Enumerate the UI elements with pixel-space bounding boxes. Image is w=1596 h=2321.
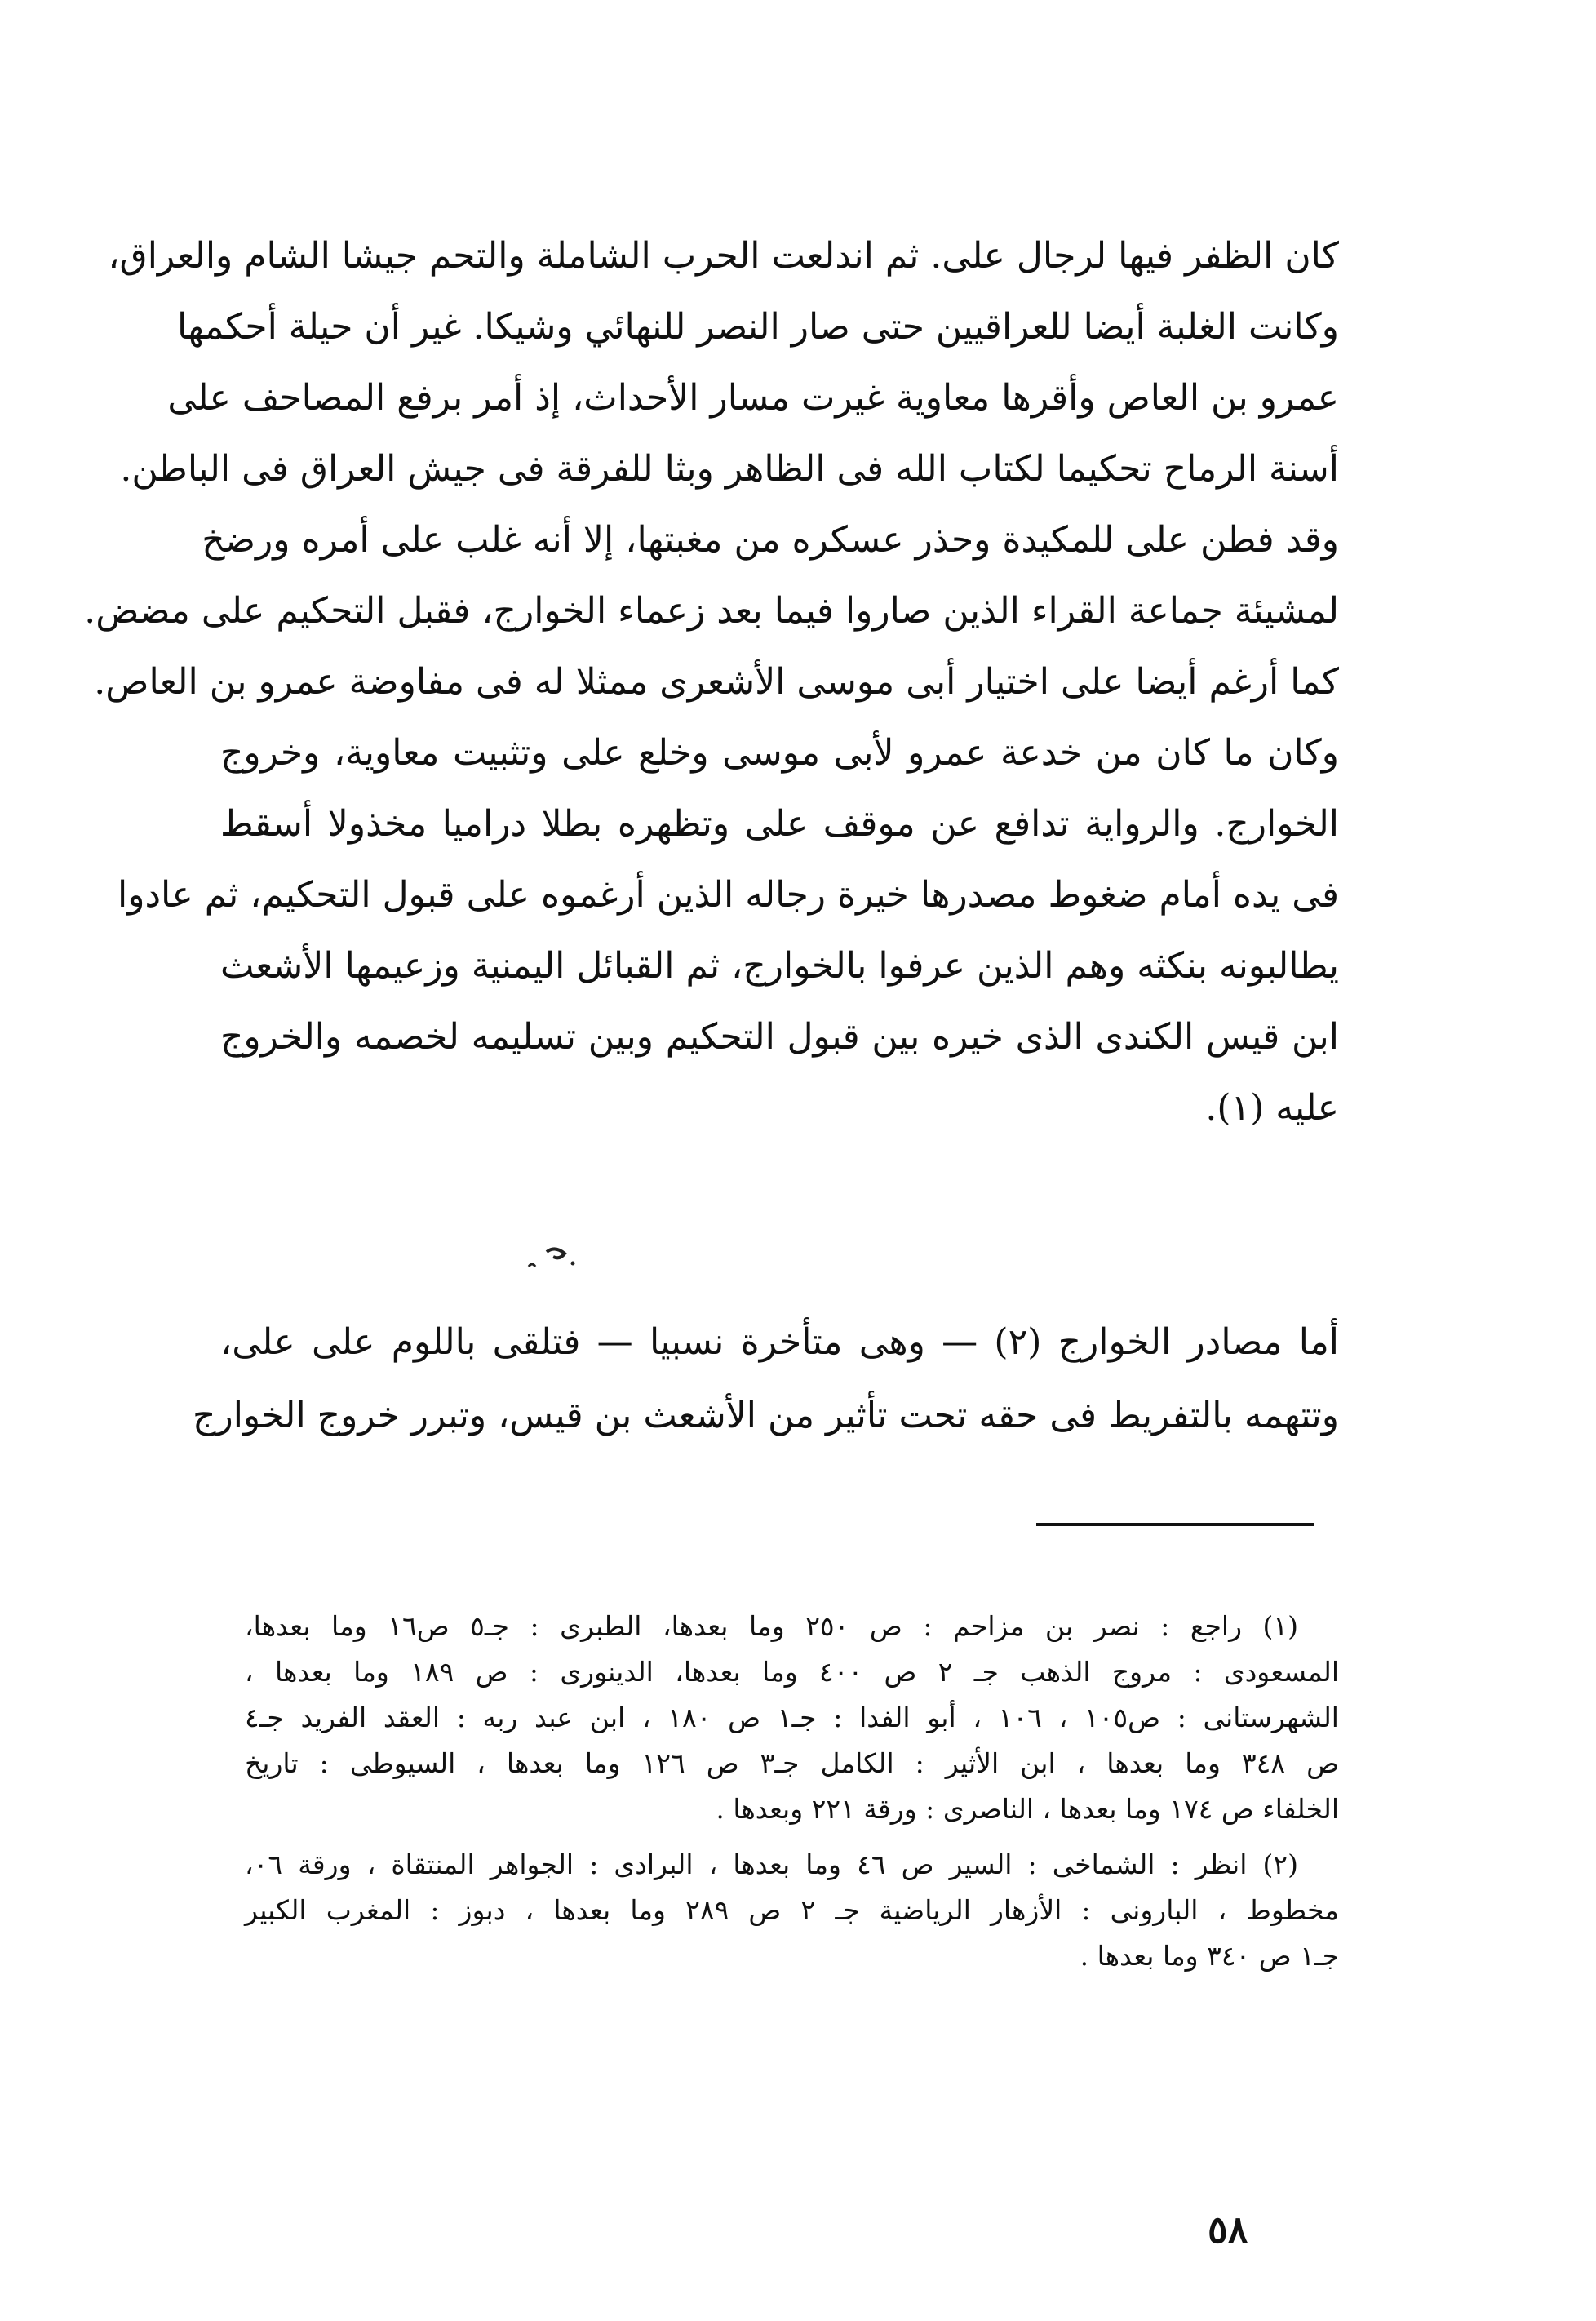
footnote-line: مخطوط ، البارونى : الأزهار الرياضية جـ ٢ ص ٢٨٩ وما بعدها ، دبوز : المغرب الكبير (245, 1894, 1339, 1926)
text-line: أسنة الرماح تحكيما لكتاب الله فى الظاهر وبثا للفرقة فى جيش العراق فى الباطن. (120, 448, 1339, 490)
body-paragraph-2 (193, 1306, 1339, 1453)
footnote-line: الشهرستانى : ص١٠٥ ، ١٠٦ ، أبو الفدا : جـ١ ص ١٨٠ ، ابن عبد ربه : العقد الفريد جـ٤ (245, 1702, 1339, 1733)
text-line: عليه (١). (1205, 1087, 1339, 1129)
footnote-line: (١) راجع : نصر بن مزاحم : ص ٢٥٠ وما بعدها، الطبرى : جـ٥ ص١٦ وما بعدها، (245, 1610, 1299, 1642)
body-paragraph-1 (84, 220, 1339, 1143)
text-line: أما مصادر الخوارج (٢) — وهى متأخرة نسبيا — فتلقى باللوم على على، (220, 1321, 1339, 1363)
ink-smudge (522, 1242, 587, 1275)
footnote-gap (245, 1832, 1339, 1842)
footnote-line: (٢) انظر : الشماخى : السير ص ٤٦ وما بعدها ، البرادى : الجواهر المنتقاة ، ورقة ٠٦، (245, 1848, 1298, 1880)
text-line: وكان ما كان من خدعة عمرو لأبى موسى وخلع على وتثبيت معاوية، وخروج (220, 732, 1339, 774)
text-line: وتتهمه بالتفريط فى حقه تحت تأثير من الأشعث بن قيس، وتبرر خروج الخوارج (193, 1395, 1339, 1436)
text-line: ابن قيس الكندى الذى خيره بين قبول التحكيم وبين تسليمه لخصمه والخروج (220, 1016, 1339, 1058)
text-line: يطالبونه بنكثه وهم الذين عرفوا بالخوارج، ثم القبائل اليمنية وزعيمها الأشعث (220, 945, 1339, 987)
text-line: فى يده أمام ضغوط مصدرها خيرة رجاله الذين أرغموه على قبول التحكيم، ثم عادوا (117, 874, 1339, 916)
text-line: لمشيئة جماعة القراء الذين صاروا فيما بعد زعماء الخوارج، فقبل التحكيم على مضض. (84, 590, 1339, 632)
text-line: عمرو بن العاص وأقرها معاوية غيرت مسار الأحداث، إذ أمر برفع المصاحف على (167, 377, 1339, 419)
text-line: كان الظفر فيها لرجال على. ثم اندلعت الحرب الشاملة والتحم جيشا الشام والعراق، (108, 235, 1339, 277)
text-line: وقد فطن على للمكيدة وحذر عسكره من مغبتها، إلا أنه غلب على أمره ورضخ (202, 519, 1339, 561)
text-line: كما أرغم أيضا على اختيار أبى موسى الأشعرى ممثلا له فى مفاوضة عمرو بن العاص. (94, 661, 1339, 703)
text-line: الخوارج. والرواية تدافع عن موقف على وتظهره بطلا دراميا مخذولا أسقط (220, 803, 1339, 845)
footnote-separator (1036, 1523, 1314, 1526)
footnote-line: الخلفاء ص ١٧٤ وما بعدها ، الناصرى : ورقة ٢٢١ وبعدها . (716, 1793, 1339, 1825)
text-line: وكانت الغلبة أيضا للعراقيين حتى صار النصر للنهائي وشيكا. غير أن حيلة أحكمها (176, 306, 1339, 348)
footnote-line: جـ١ ص ٣٤٠ وما بعدها . (1080, 1940, 1339, 1972)
footnotes (245, 1604, 1339, 1979)
footnote-line: المسعودى : مروج الذهب جـ ٢ ص ٤٠٠ وما بعدها، الدينورى : ص ١٨٩ وما بعدها ، (245, 1656, 1339, 1688)
footnote-line: ص ٣٤٨ وما بعدها ، ابن الأثير : الكامل جـ٣ ص ١٢٦ وما بعدها ، السيوطى : تاريخ (245, 1747, 1340, 1779)
page-number: ٥٨ (1208, 2208, 1248, 2252)
